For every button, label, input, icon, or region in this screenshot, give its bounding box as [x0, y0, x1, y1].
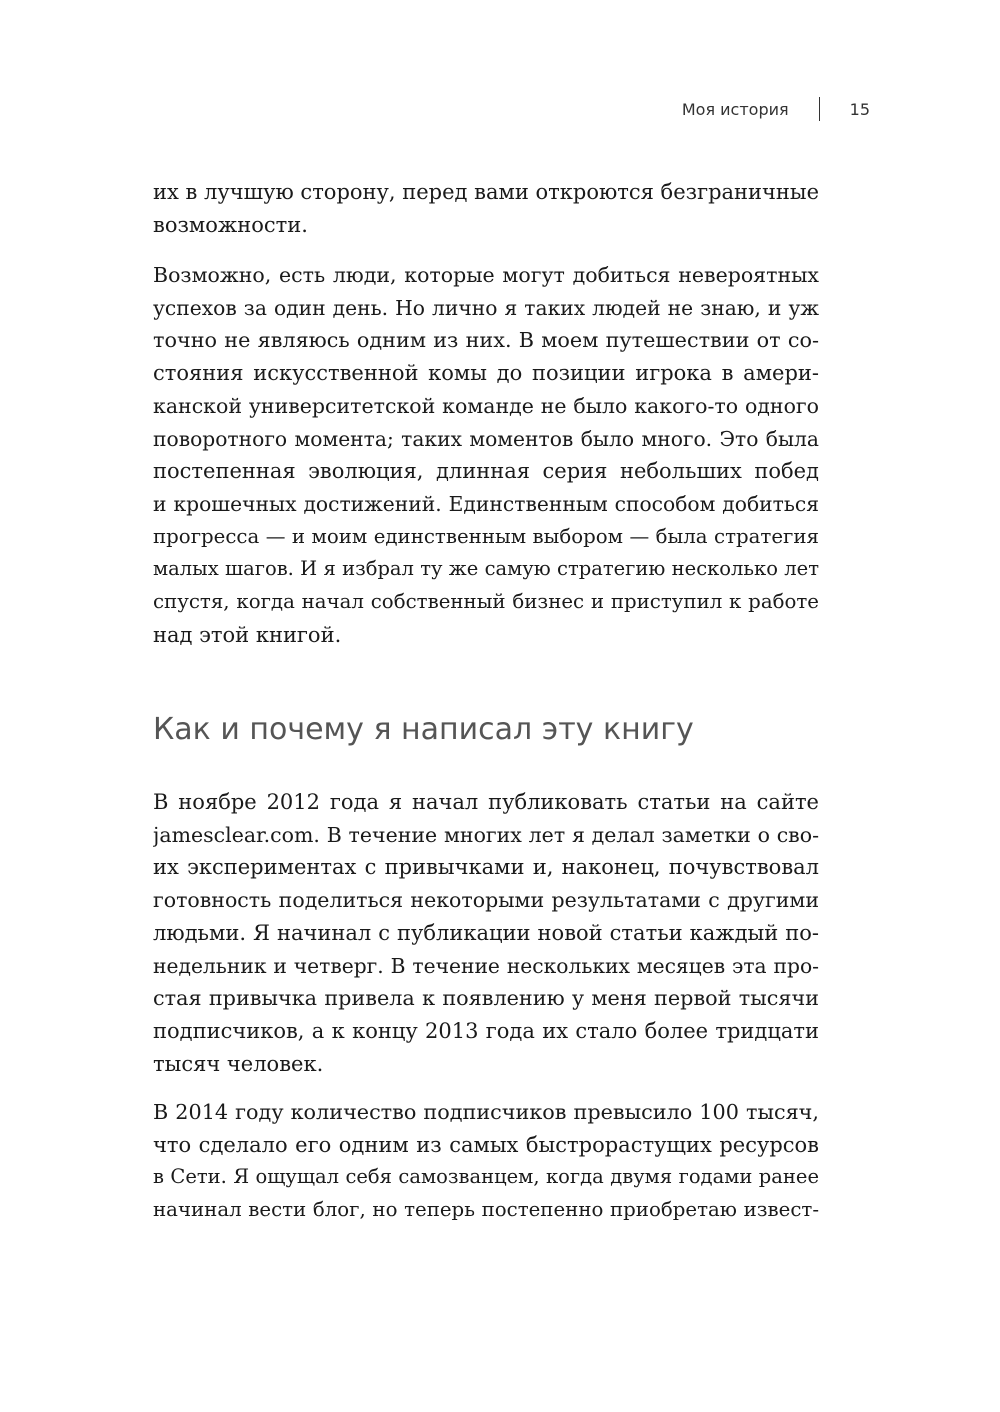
- paragraph: [153, 259, 819, 651]
- text-line: тысяч человек.: [153, 1051, 324, 1076]
- text-line: их в лучшую сторону, перед вами откроются безграничные: [153, 180, 819, 204]
- running-head: [682, 96, 870, 122]
- text-line: канской университетской команде не было какого-то одного: [153, 393, 819, 418]
- text-line: начинал вести блог, но теперь постепенно приобретаю извест-: [153, 1198, 819, 1222]
- text-line: jamesclear.com. В течение многих лет я делал заметки о сво-: [153, 822, 819, 847]
- text-line: людьми. Я начинал с публикации новой статьи каждый по-: [153, 920, 819, 945]
- chapter-title: Моя история: [681, 99, 789, 119]
- text-line: и крошечных достижений. Единственным способом добиться: [153, 491, 819, 516]
- text-line: возможности.: [153, 212, 308, 237]
- text-line: что сделало его одним из самых быстрорастущих ресурсов: [153, 1132, 819, 1157]
- text-line: поворотного момента; таких моментов было много. Это была: [153, 426, 819, 451]
- page-number: 15: [849, 99, 870, 119]
- text-line: подписчиков, а к концу 2013 года их стало более тридцати: [153, 1018, 819, 1043]
- text-line: Возможно, есть люди, которые могут добиться невероятных: [153, 263, 819, 287]
- text-line: над этой книгой.: [153, 622, 342, 647]
- text-line: точно не являюсь одним из них. В моем путешествии от со-: [153, 328, 819, 353]
- text-line: малых шагов. И я избрал ту же самую стратегию несколько лет: [153, 557, 819, 581]
- paragraph: [153, 786, 819, 1080]
- text-line: готовность поделиться некоторыми результатами с другими: [153, 888, 819, 913]
- header-divider: [819, 97, 820, 121]
- text-line: стояния искусственной комы до позиции игрока в амери-: [153, 361, 819, 386]
- text-line: прогресса — и моим единственным выбором — была стратегия: [153, 524, 819, 548]
- text-line: В ноябре 2012 года я начал публиковать статьи на сайте: [153, 790, 819, 814]
- text-line: недельник и четверг. В течение нескольких месяцев эта про-: [153, 953, 819, 978]
- text-line: постепенная эволюция, длинная серия небольших побед: [153, 459, 819, 484]
- text-line: В 2014 году количество подписчиков превысило 100 тысяч,: [153, 1100, 819, 1124]
- paragraph: [153, 176, 819, 241]
- section-heading: Как и почему я написал эту книгу: [153, 712, 694, 747]
- text-line: успехов за один день. Но лично я таких людей не знаю, и уж: [153, 295, 819, 320]
- paragraph: [153, 1096, 819, 1227]
- text-line: их экспериментах с привычками и, наконец, почувствовал: [153, 855, 819, 880]
- text-line: спустя, когда начал собственный бизнес и приступил к работе: [153, 590, 819, 614]
- text-line: стая привычка привела к появлению у меня первой тысячи: [153, 986, 819, 1011]
- text-line: в Сети. Я ощущал себя самозванцем, когда двумя годами ранее: [153, 1165, 819, 1189]
